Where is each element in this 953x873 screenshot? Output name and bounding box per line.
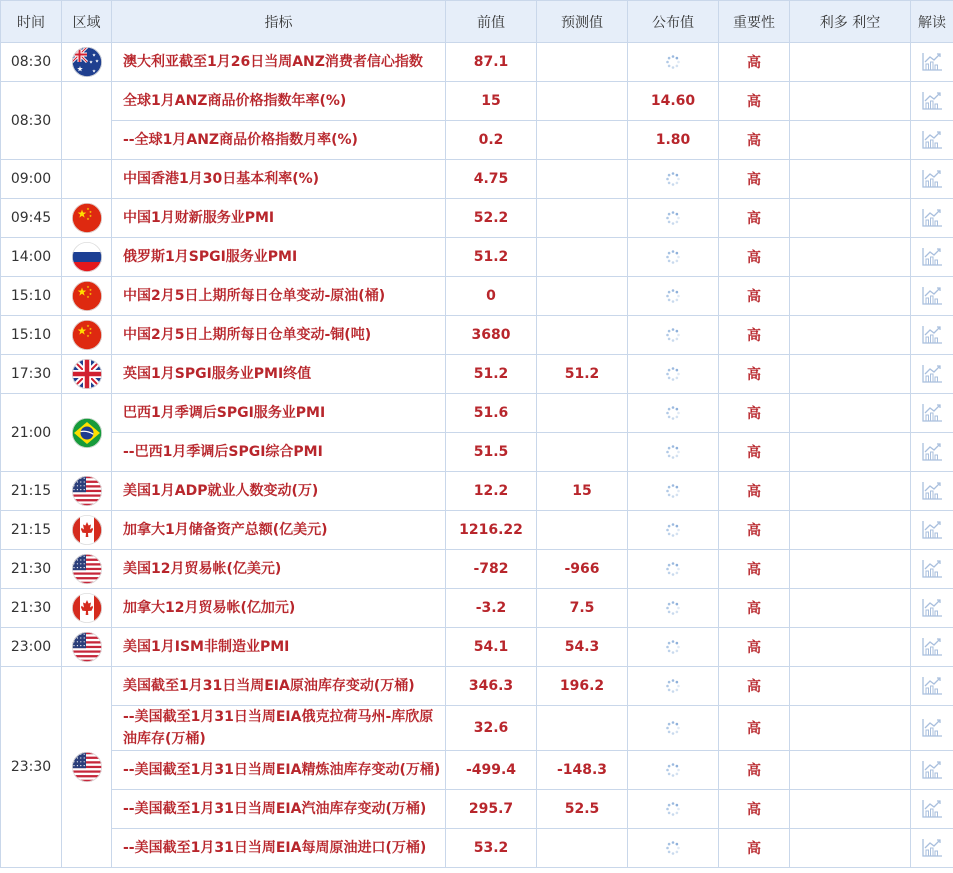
region-cell	[62, 43, 112, 82]
chart-analysis-icon[interactable]	[921, 325, 943, 345]
impact-cell	[790, 667, 911, 706]
forecast-cell	[537, 121, 628, 160]
forecast-cell	[537, 316, 628, 355]
uk-flag-icon	[72, 359, 102, 389]
table-row	[1, 394, 953, 433]
chart-analysis-icon[interactable]	[921, 676, 943, 696]
chart-analysis-icon[interactable]	[921, 718, 943, 738]
previous-cell: 0	[446, 277, 537, 316]
chart-analysis-icon[interactable]	[921, 481, 943, 501]
actual-cell	[628, 706, 719, 751]
forecast-cell: 52.5	[537, 790, 628, 829]
forecast-cell: -148.3	[537, 751, 628, 790]
previous-cell: -499.4	[446, 751, 537, 790]
table-row	[1, 82, 953, 121]
china-flag-icon	[72, 281, 102, 311]
previous-cell: 295.7	[446, 790, 537, 829]
table-row	[1, 238, 953, 277]
actual-cell	[628, 472, 719, 511]
region-cell	[62, 394, 112, 472]
indicator-cell[interactable]: 巴西1月季调后SPGI服务业PMI	[112, 394, 446, 433]
indicator-cell[interactable]: --巴西1月季调后SPGI综合PMI	[112, 433, 446, 472]
actual-cell	[628, 628, 719, 667]
table-row	[1, 550, 953, 589]
header-time: 时间	[1, 1, 62, 43]
interpret-cell[interactable]	[911, 511, 953, 550]
loading-spinner-icon	[665, 171, 681, 187]
impact-cell	[790, 82, 911, 121]
forecast-cell	[537, 706, 628, 751]
time-cell: 14:00	[1, 238, 62, 277]
previous-cell: -782	[446, 550, 537, 589]
chart-analysis-icon[interactable]	[921, 760, 943, 780]
chart-analysis-icon[interactable]	[921, 169, 943, 189]
forecast-cell: 51.2	[537, 355, 628, 394]
indicator-cell[interactable]: 美国截至1月31日当周EIA原油库存变动(万桶)	[112, 667, 446, 706]
indicator-cell[interactable]: --美国截至1月31日当周EIA精炼油库存变动(万桶)	[112, 751, 446, 790]
china-flag-icon	[72, 203, 102, 233]
indicator-cell[interactable]: 中国1月财新服务业PMI	[112, 199, 446, 238]
indicator-cell[interactable]: 加拿大1月储备资产总额(亿美元)	[112, 511, 446, 550]
impact-cell	[790, 121, 911, 160]
table-row	[1, 511, 953, 550]
interpret-cell[interactable]	[911, 790, 953, 829]
forecast-cell	[537, 238, 628, 277]
importance-cell: 高	[719, 394, 790, 433]
importance-cell: 高	[719, 550, 790, 589]
indicator-cell[interactable]: 全球1月ANZ商品价格指数年率(%)	[112, 82, 446, 121]
indicator-cell[interactable]: 中国2月5日上期所每日仓单变动-原油(桶)	[112, 277, 446, 316]
previous-cell: 0.2	[446, 121, 537, 160]
brazil-flag-icon	[72, 418, 102, 448]
interpret-cell[interactable]	[911, 277, 953, 316]
time-cell: 08:30	[1, 43, 62, 82]
interpret-cell[interactable]	[911, 82, 953, 121]
interpret-cell[interactable]	[911, 589, 953, 628]
chart-analysis-icon[interactable]	[921, 130, 943, 150]
indicator-cell[interactable]: 美国1月ADP就业人数变动(万)	[112, 472, 446, 511]
forecast-cell: 196.2	[537, 667, 628, 706]
table-row	[1, 790, 953, 829]
impact-cell	[790, 43, 911, 82]
time-cell: 09:45	[1, 199, 62, 238]
previous-cell: 51.2	[446, 238, 537, 277]
usa-flag-icon	[72, 476, 102, 506]
interpret-cell[interactable]	[911, 355, 953, 394]
actual-cell	[628, 394, 719, 433]
header-importance: 重要性	[719, 1, 790, 43]
indicator-cell[interactable]: 中国2月5日上期所每日仓单变动-铜(吨)	[112, 316, 446, 355]
indicator-cell[interactable]: --美国截至1月31日当周EIA俄克拉荷马州-库欣原油库存(万桶)	[112, 706, 446, 751]
previous-cell: 12.2	[446, 472, 537, 511]
importance-cell: 高	[719, 433, 790, 472]
actual-cell: 14.60	[628, 82, 719, 121]
forecast-cell	[537, 511, 628, 550]
chart-analysis-icon[interactable]	[921, 247, 943, 267]
previous-cell: 4.75	[446, 160, 537, 199]
header-region: 区域	[62, 1, 112, 43]
time-cell: 21:30	[1, 550, 62, 589]
impact-cell	[790, 589, 911, 628]
importance-cell: 高	[719, 160, 790, 199]
impact-cell	[790, 790, 911, 829]
indicator-cell[interactable]: 英国1月SPGI服务业PMI终值	[112, 355, 446, 394]
header-indicator: 指标	[112, 1, 446, 43]
chart-analysis-icon[interactable]	[921, 637, 943, 657]
indicator-cell[interactable]: --全球1月ANZ商品价格指数月率(%)	[112, 121, 446, 160]
table-row	[1, 199, 953, 238]
indicator-cell[interactable]: 美国12月贸易帐(亿美元)	[112, 550, 446, 589]
previous-cell: -3.2	[446, 589, 537, 628]
interpret-cell[interactable]	[911, 667, 953, 706]
previous-cell: 15	[446, 82, 537, 121]
chart-analysis-icon[interactable]	[921, 403, 943, 423]
forecast-cell: 7.5	[537, 589, 628, 628]
interpret-cell[interactable]	[911, 199, 953, 238]
table-row	[1, 160, 953, 199]
header-actual: 公布值	[628, 1, 719, 43]
chart-analysis-icon[interactable]	[921, 208, 943, 228]
region-cell	[62, 355, 112, 394]
chart-analysis-icon[interactable]	[921, 838, 943, 858]
previous-cell: 54.1	[446, 628, 537, 667]
table-row	[1, 433, 953, 472]
importance-cell: 高	[719, 82, 790, 121]
importance-cell: 高	[719, 43, 790, 82]
interpret-cell[interactable]	[911, 121, 953, 160]
interpret-cell[interactable]	[911, 433, 953, 472]
impact-cell	[790, 751, 911, 790]
region-cell	[62, 277, 112, 316]
importance-cell: 高	[719, 628, 790, 667]
time-cell: 21:15	[1, 472, 62, 511]
time-cell: 15:10	[1, 316, 62, 355]
loading-spinner-icon	[665, 444, 681, 460]
importance-cell: 高	[719, 238, 790, 277]
impact-cell	[790, 628, 911, 667]
actual-cell	[628, 277, 719, 316]
impact-cell	[790, 829, 911, 868]
loading-spinner-icon	[665, 522, 681, 538]
region-cell	[62, 589, 112, 628]
region-cell	[62, 160, 112, 199]
impact-cell	[790, 316, 911, 355]
table-row	[1, 355, 953, 394]
interpret-cell[interactable]	[911, 550, 953, 589]
region-cell	[62, 82, 112, 160]
interpret-cell[interactable]	[911, 706, 953, 751]
previous-cell: 32.6	[446, 706, 537, 751]
header-forecast: 预测值	[537, 1, 628, 43]
chart-analysis-icon[interactable]	[921, 799, 943, 819]
forecast-cell	[537, 43, 628, 82]
forecast-cell: 15	[537, 472, 628, 511]
region-cell	[62, 667, 112, 868]
loading-spinner-icon	[665, 210, 681, 226]
canada-flag-icon	[72, 593, 102, 623]
loading-spinner-icon	[665, 762, 681, 778]
importance-cell: 高	[719, 589, 790, 628]
forecast-cell	[537, 82, 628, 121]
interpret-cell[interactable]	[911, 160, 953, 199]
actual-cell	[628, 751, 719, 790]
header-interpret: 解读	[911, 1, 953, 43]
impact-cell	[790, 277, 911, 316]
interpret-cell[interactable]	[911, 628, 953, 667]
forecast-cell: 54.3	[537, 628, 628, 667]
header-row	[1, 1, 953, 43]
previous-cell: 1216.22	[446, 511, 537, 550]
previous-cell: 87.1	[446, 43, 537, 82]
time-cell: 15:10	[1, 277, 62, 316]
actual-cell	[628, 829, 719, 868]
forecast-cell	[537, 160, 628, 199]
actual-cell	[628, 43, 719, 82]
impact-cell	[790, 394, 911, 433]
table-row	[1, 751, 953, 790]
table-row	[1, 43, 953, 82]
table-row	[1, 121, 953, 160]
previous-cell: 51.6	[446, 394, 537, 433]
time-cell: 21:00	[1, 394, 62, 472]
previous-cell: 53.2	[446, 829, 537, 868]
loading-spinner-icon	[665, 249, 681, 265]
time-cell: 09:00	[1, 160, 62, 199]
chart-analysis-icon[interactable]	[921, 559, 943, 579]
importance-cell: 高	[719, 511, 790, 550]
region-cell	[62, 199, 112, 238]
russia-flag-icon	[72, 242, 102, 272]
loading-spinner-icon	[665, 840, 681, 856]
loading-spinner-icon	[665, 720, 681, 736]
region-cell	[62, 511, 112, 550]
interpret-cell[interactable]	[911, 43, 953, 82]
previous-cell: 51.2	[446, 355, 537, 394]
actual-cell	[628, 238, 719, 277]
impact-cell	[790, 199, 911, 238]
impact-cell	[790, 550, 911, 589]
loading-spinner-icon	[665, 600, 681, 616]
forecast-cell	[537, 433, 628, 472]
chart-analysis-icon[interactable]	[921, 442, 943, 462]
impact-cell	[790, 355, 911, 394]
actual-cell	[628, 160, 719, 199]
time-cell: 21:30	[1, 589, 62, 628]
indicator-cell[interactable]: 美国1月ISM非制造业PMI	[112, 628, 446, 667]
interpret-cell[interactable]	[911, 316, 953, 355]
interpret-cell[interactable]	[911, 472, 953, 511]
importance-cell: 高	[719, 121, 790, 160]
importance-cell: 高	[719, 751, 790, 790]
impact-cell	[790, 433, 911, 472]
table-row	[1, 472, 953, 511]
table-row	[1, 628, 953, 667]
indicator-cell[interactable]: 澳大利亚截至1月26日当周ANZ消费者信心指数	[112, 43, 446, 82]
impact-cell	[790, 160, 911, 199]
time-cell: 21:15	[1, 511, 62, 550]
forecast-cell: -966	[537, 550, 628, 589]
chart-analysis-icon[interactable]	[921, 52, 943, 72]
forecast-cell	[537, 829, 628, 868]
actual-cell	[628, 589, 719, 628]
importance-cell: 高	[719, 277, 790, 316]
forecast-cell	[537, 277, 628, 316]
previous-cell: 3680	[446, 316, 537, 355]
region-cell	[62, 472, 112, 511]
impact-cell	[790, 706, 911, 751]
previous-cell: 52.2	[446, 199, 537, 238]
importance-cell: 高	[719, 706, 790, 751]
time-cell: 08:30	[1, 82, 62, 160]
loading-spinner-icon	[665, 561, 681, 577]
indicator-cell[interactable]: --美国截至1月31日当周EIA汽油库存变动(万桶)	[112, 790, 446, 829]
importance-cell: 高	[719, 829, 790, 868]
canada-flag-icon	[72, 515, 102, 545]
actual-cell	[628, 199, 719, 238]
time-cell: 17:30	[1, 355, 62, 394]
impact-cell	[790, 238, 911, 277]
actual-cell	[628, 511, 719, 550]
previous-cell: 51.5	[446, 433, 537, 472]
impact-cell	[790, 511, 911, 550]
interpret-cell[interactable]	[911, 394, 953, 433]
loading-spinner-icon	[665, 54, 681, 70]
indicator-cell[interactable]: --美国截至1月31日当周EIA每周原油进口(万桶)	[112, 829, 446, 868]
importance-cell: 高	[719, 790, 790, 829]
loading-spinner-icon	[665, 639, 681, 655]
impact-cell	[790, 472, 911, 511]
table-row	[1, 277, 953, 316]
australia-flag-icon	[72, 47, 102, 77]
interpret-cell[interactable]	[911, 829, 953, 868]
chart-analysis-icon[interactable]	[921, 598, 943, 618]
time-cell: 23:00	[1, 628, 62, 667]
actual-cell	[628, 355, 719, 394]
header-impact: 利多 利空	[790, 1, 911, 43]
loading-spinner-icon	[665, 801, 681, 817]
chart-analysis-icon[interactable]	[921, 364, 943, 384]
time-cell: 23:30	[1, 667, 62, 868]
usa-flag-icon	[72, 632, 102, 662]
forecast-cell	[537, 394, 628, 433]
loading-spinner-icon	[665, 288, 681, 304]
table-row	[1, 589, 953, 628]
table-row	[1, 667, 953, 706]
indicator-cell[interactable]: 中国香港1月30日基本利率(%)	[112, 160, 446, 199]
chart-analysis-icon[interactable]	[921, 520, 943, 540]
china-flag-icon	[72, 320, 102, 350]
interpret-cell[interactable]	[911, 238, 953, 277]
importance-cell: 高	[719, 355, 790, 394]
indicator-cell[interactable]: 俄罗斯1月SPGI服务业PMI	[112, 238, 446, 277]
table-row	[1, 316, 953, 355]
actual-cell	[628, 316, 719, 355]
previous-cell: 346.3	[446, 667, 537, 706]
chart-analysis-icon[interactable]	[921, 91, 943, 111]
actual-cell: 1.80	[628, 121, 719, 160]
importance-cell: 高	[719, 667, 790, 706]
loading-spinner-icon	[665, 405, 681, 421]
usa-flag-icon	[72, 554, 102, 584]
loading-spinner-icon	[665, 366, 681, 382]
importance-cell: 高	[719, 199, 790, 238]
interpret-cell[interactable]	[911, 751, 953, 790]
actual-cell	[628, 550, 719, 589]
actual-cell	[628, 790, 719, 829]
forecast-cell	[537, 199, 628, 238]
indicator-cell[interactable]: 加拿大12月贸易帐(亿加元)	[112, 589, 446, 628]
loading-spinner-icon	[665, 327, 681, 343]
importance-cell: 高	[719, 472, 790, 511]
actual-cell	[628, 433, 719, 472]
table-row	[1, 829, 953, 868]
region-cell	[62, 550, 112, 589]
header-previous: 前值	[446, 1, 537, 43]
region-cell	[62, 238, 112, 277]
chart-analysis-icon[interactable]	[921, 286, 943, 306]
region-cell	[62, 316, 112, 355]
importance-cell: 高	[719, 316, 790, 355]
actual-cell	[628, 667, 719, 706]
loading-spinner-icon	[665, 483, 681, 499]
loading-spinner-icon	[665, 678, 681, 694]
usa-flag-icon	[72, 752, 102, 782]
region-cell	[62, 628, 112, 667]
table-row	[1, 706, 953, 751]
